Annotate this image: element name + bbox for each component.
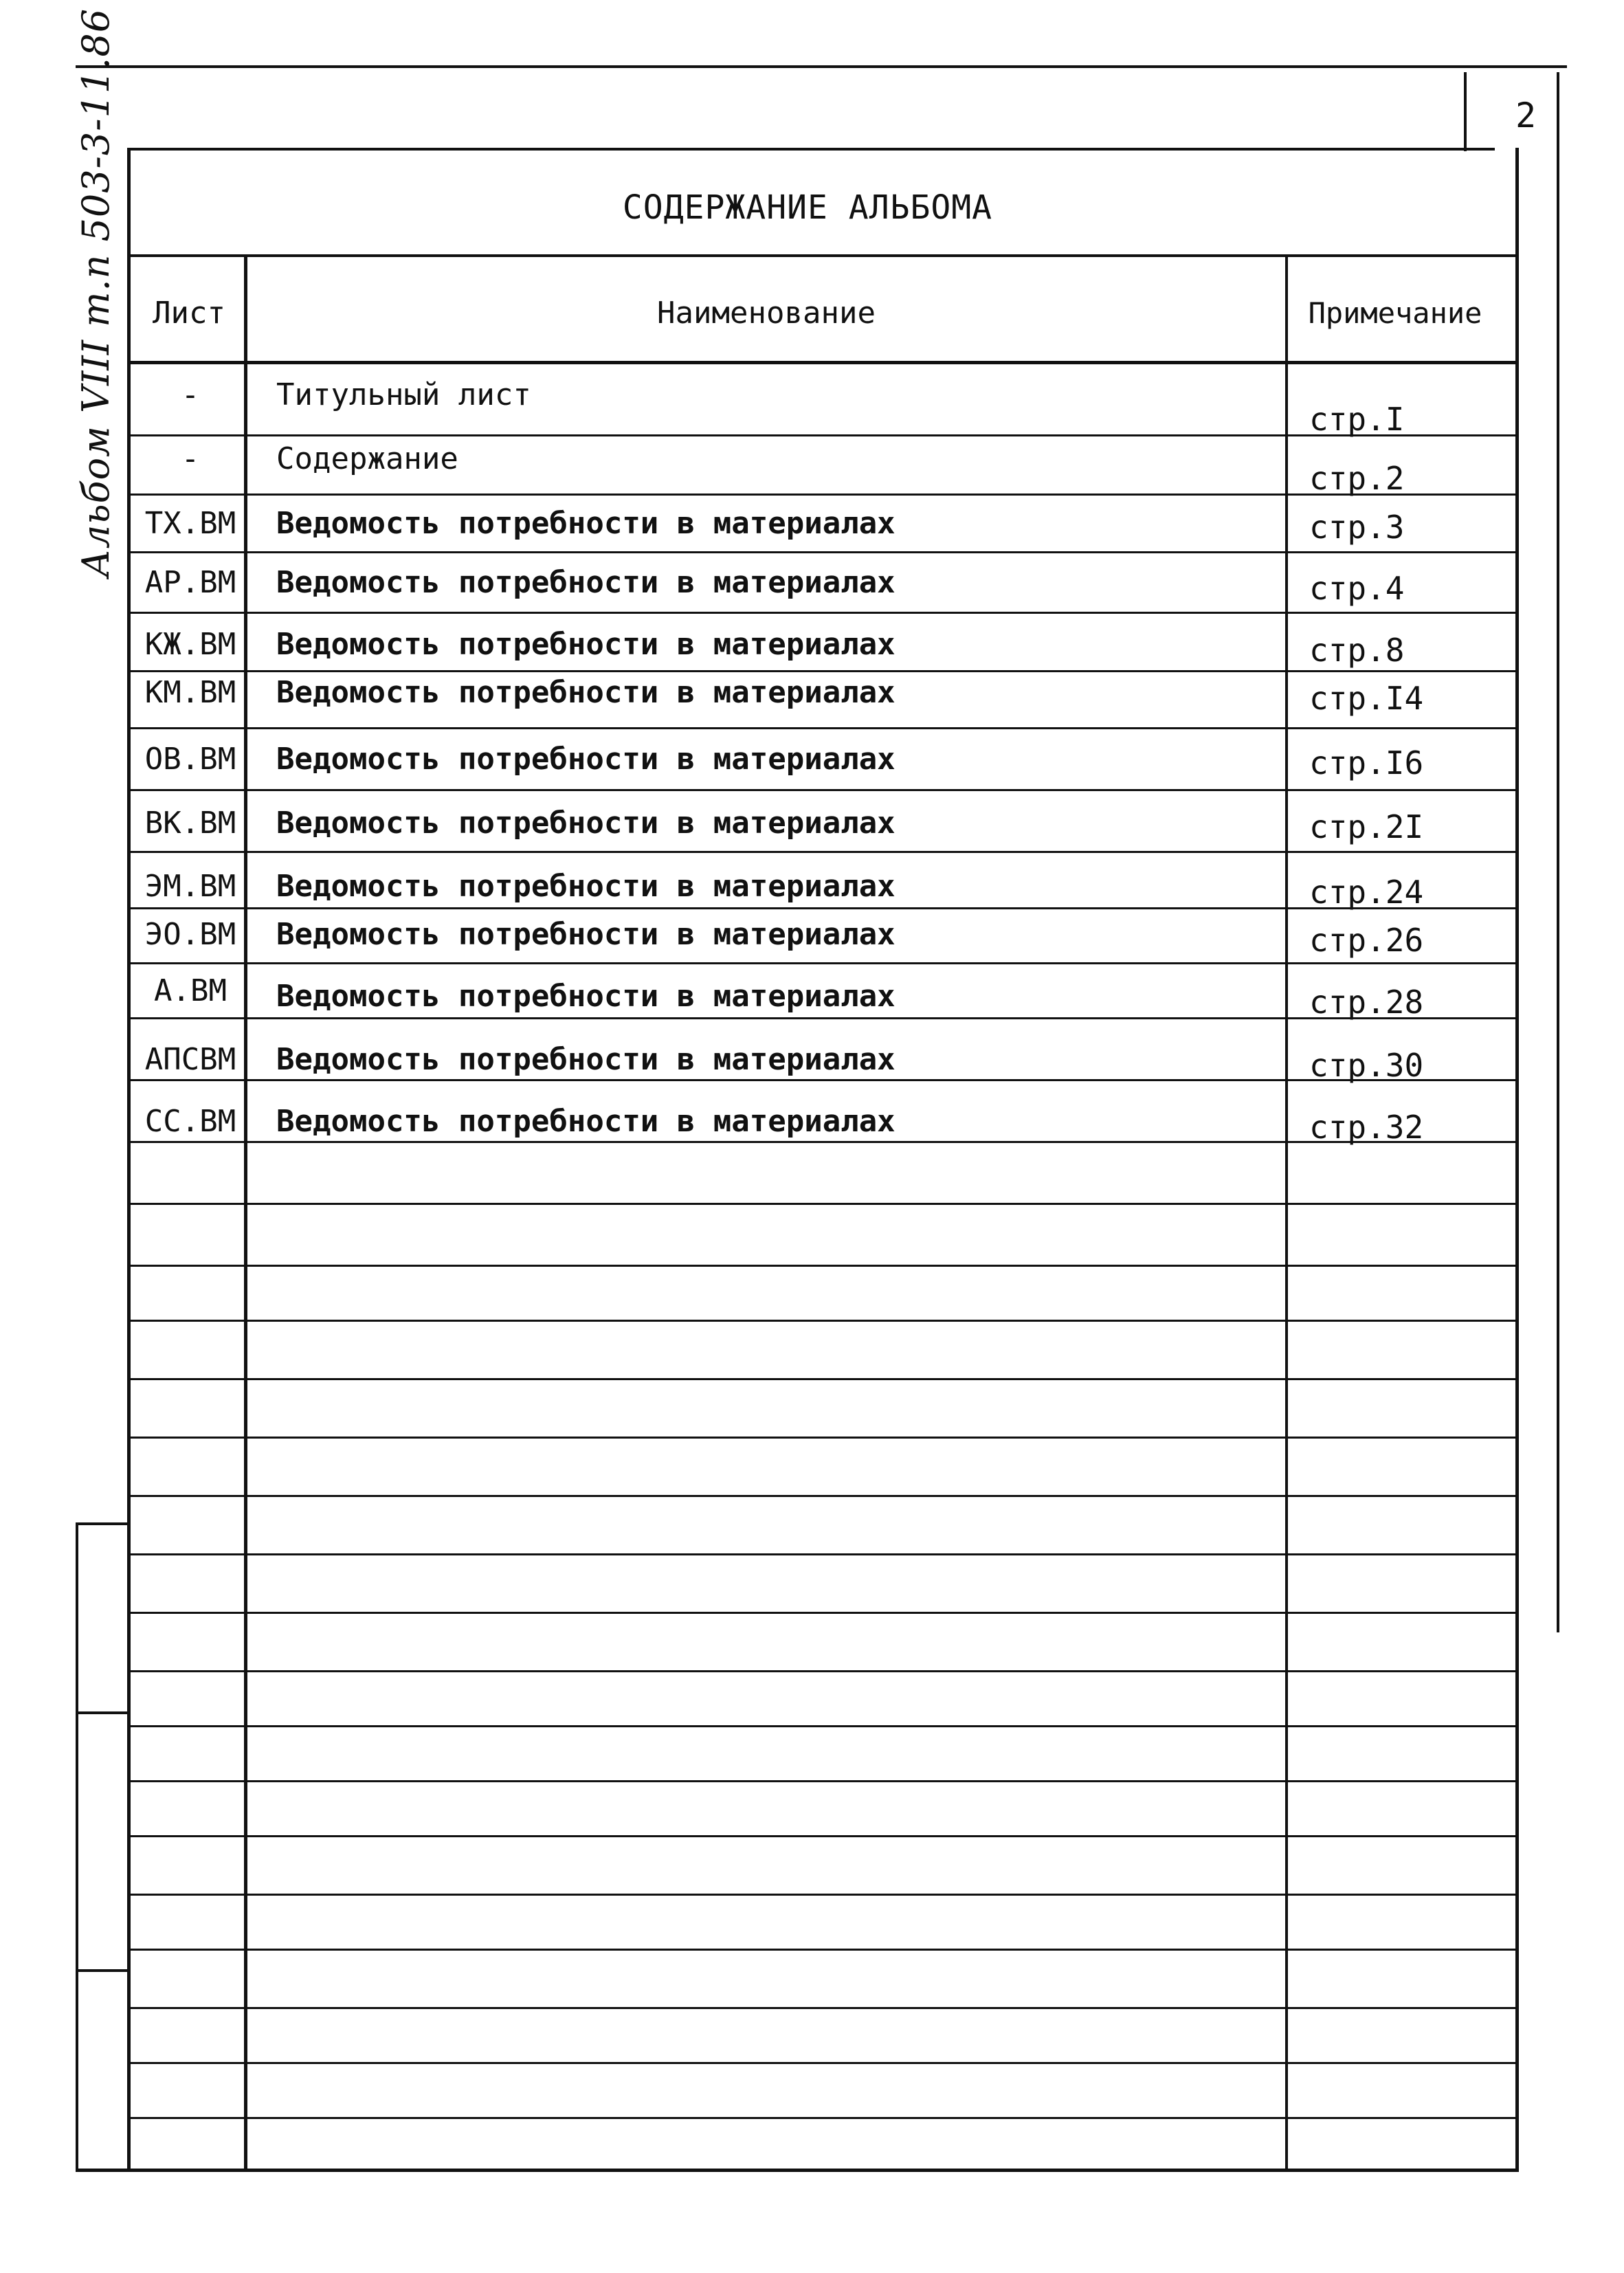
- sheet-title: Титульный лист: [276, 377, 531, 412]
- table-row: [0, 439, 1624, 497]
- table-rule: [127, 2007, 1519, 2009]
- table-rule: [127, 1949, 1519, 1951]
- table-row: [0, 973, 1624, 1021]
- page-number: 2: [1515, 96, 1537, 135]
- sheet-title: Ведомость потребности в материалах: [276, 1042, 896, 1077]
- page-title: СОДЕРЖАНИЕ АЛЬБОМА: [622, 188, 993, 227]
- page-ref: стр.32: [1309, 1109, 1424, 1146]
- sheet-title: Ведомость потребности в материалах: [276, 742, 896, 777]
- table-row: [0, 503, 1624, 544]
- table-rule: [127, 1553, 1519, 1555]
- table-row: [0, 739, 1624, 780]
- sheet-title: Ведомость потребности в материалах: [276, 869, 896, 904]
- sheet-title: Содержание: [276, 441, 458, 476]
- table-row: [0, 1039, 1624, 1084]
- sheet-title: Ведомость потребности в материалах: [276, 806, 896, 841]
- sheet-title: Ведомость потребности в материалах: [276, 979, 896, 1014]
- table-rule: [127, 1612, 1519, 1614]
- page-ref: стр.28: [1309, 984, 1424, 1021]
- table-rule: [127, 1725, 1519, 1727]
- sheet-title: Ведомость потребности в материалах: [276, 506, 896, 541]
- table-rule: [127, 1835, 1519, 1837]
- table-row: [0, 866, 1624, 911]
- sheet-code: КМ.ВМ: [144, 675, 236, 710]
- table-rule: [127, 962, 1519, 964]
- sheet-code: КЖ.ВМ: [144, 627, 236, 662]
- sheet-title: Ведомость потребности в материалах: [276, 917, 896, 952]
- page-ref: стр.26: [1309, 922, 1424, 959]
- table-row: [0, 375, 1624, 438]
- sheet-code: ЭМ.ВМ: [144, 869, 236, 904]
- table-rule: [127, 727, 1519, 729]
- sheet-code: А.ВМ: [154, 973, 227, 1008]
- column-header-sheet: Лист: [153, 295, 225, 331]
- table-rule: [127, 1203, 1519, 1205]
- sheet-code: АПСВМ: [144, 1042, 236, 1077]
- table-rule: [127, 1495, 1519, 1497]
- sheet-title: Ведомость потребности в материалах: [276, 627, 896, 662]
- sheet-code: -: [181, 441, 200, 476]
- sheet-code: -: [181, 377, 200, 412]
- table-rule: [127, 551, 1519, 553]
- sheet-code: ЭО.ВМ: [144, 917, 236, 952]
- sheet-title: Ведомость потребности в материалах: [276, 1104, 896, 1139]
- page-ref: стр.3: [1309, 509, 1405, 546]
- sheet-code: ОВ.ВМ: [144, 742, 236, 777]
- table-rule: [127, 1670, 1519, 1672]
- table-rule: [127, 2117, 1519, 2119]
- sheet-code: ТХ.ВМ: [144, 506, 236, 541]
- page-ref: стр.30: [1309, 1047, 1424, 1084]
- column-header-note: Примечание: [1308, 296, 1482, 330]
- table-rule: [127, 789, 1519, 791]
- column-header-name: Наименование: [657, 295, 876, 331]
- album-side-label: Альбом VIII т.п 503-3-11.86: [74, 8, 118, 577]
- table-row: [0, 562, 1624, 607]
- table-row: [0, 803, 1624, 844]
- table-rule: [127, 1437, 1519, 1439]
- table-rule: [127, 612, 1519, 614]
- page-ref: стр.I: [1309, 401, 1405, 438]
- page-ref: стр.I4: [1309, 680, 1424, 717]
- sheet-title: Ведомость потребности в материалах: [276, 565, 896, 600]
- table-row: [0, 914, 1624, 959]
- table-rule: [127, 1265, 1519, 1267]
- page-ref: стр.4: [1309, 570, 1405, 607]
- table-rule: [127, 1320, 1519, 1322]
- table-rule: [127, 2062, 1519, 2064]
- page-ref: стр.2I: [1309, 808, 1424, 845]
- table-row: [0, 672, 1624, 717]
- table-rule: [127, 1894, 1519, 1896]
- page-ref: стр.I6: [1309, 744, 1424, 781]
- sheet-code: АР.ВМ: [144, 565, 236, 600]
- table-row: [0, 624, 1624, 669]
- page-ref: стр.24: [1309, 874, 1424, 911]
- sheet-title: Ведомость потребности в материалах: [276, 675, 896, 710]
- sheet-code: СС.ВМ: [144, 1104, 236, 1139]
- table-rule: [127, 851, 1519, 853]
- table-row: [0, 1101, 1624, 1146]
- sheet-code: ВК.ВМ: [144, 806, 236, 841]
- page-ref: стр.8: [1309, 632, 1405, 669]
- table-rule: [127, 1780, 1519, 1782]
- table-rule: [127, 1378, 1519, 1380]
- page-ref: стр.2: [1309, 460, 1405, 497]
